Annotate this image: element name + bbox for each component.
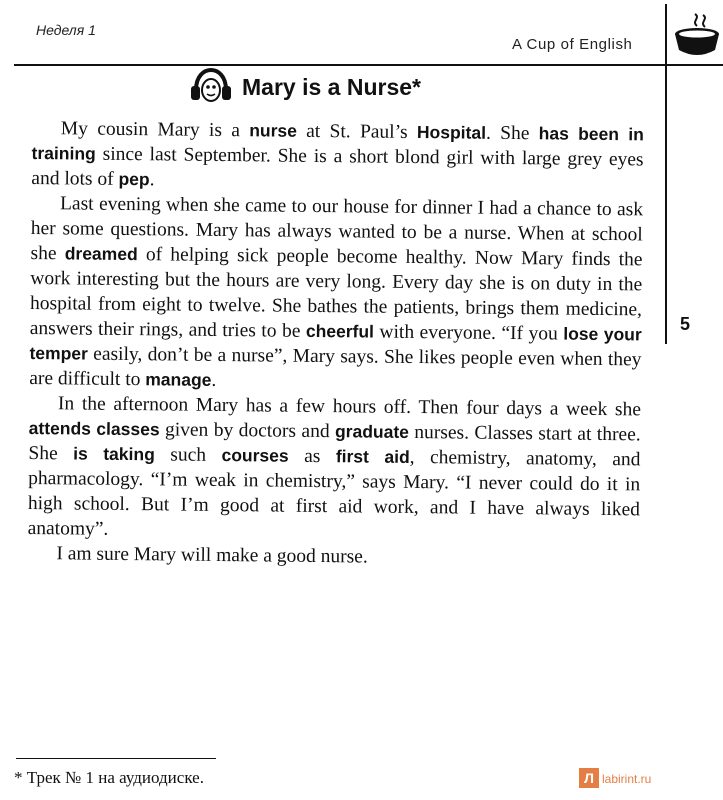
- vocab-term: has been in training: [31, 123, 644, 164]
- title-block: [190, 64, 421, 110]
- footnote: * Трек № 1 на аудиодиске.: [14, 768, 204, 787]
- text-run: I am sure Mary will make a good nurse.: [56, 543, 368, 568]
- headphones-audio-icon: [190, 66, 232, 108]
- text-run: as: [288, 445, 336, 468]
- text-run: with everyone. “If you: [373, 321, 564, 345]
- text-run: Last evening when she came to our house for dinner I had a chance to ask her some questions. Mary has always wanted to be a nurse. When at school she: [30, 193, 644, 265]
- paragraph: [29, 191, 643, 397]
- text-run: In the afternoon Mary has a few hours off. Then four days a week she: [57, 393, 642, 421]
- week-label: Неделя 1: [36, 22, 96, 38]
- text-run: given by doctors and: [159, 419, 336, 443]
- text-run: such: [154, 444, 222, 467]
- series-title: A Cup of English: [512, 36, 633, 53]
- watermark-site: labirint.ru: [602, 772, 652, 786]
- page-number: 5: [680, 314, 691, 334]
- text-run: .: [211, 369, 217, 391]
- paragraph: [28, 391, 642, 547]
- vocab-term: nurse: [249, 120, 298, 141]
- paragraph: [31, 116, 644, 197]
- vocab-term: Hospital: [416, 122, 487, 143]
- text-run: nurses. Classes start at three. She: [28, 421, 641, 465]
- text-run: at St. Paul’s: [296, 120, 418, 144]
- vocab-term: attends classes: [28, 417, 160, 440]
- vocab-term: courses: [221, 445, 289, 466]
- text-run: since last September. She is a short blond girl with large grey eyes and lots of: [31, 143, 644, 190]
- watermark-logo: Л: [579, 768, 599, 788]
- story-title: Mary is a Nurse*: [242, 73, 421, 100]
- vocab-term: cheerful: [305, 320, 375, 342]
- text-run: easily, don’t be a nurse”, Mary says. She likes people even when they are difficult to: [29, 343, 642, 391]
- vocab-term: dreamed: [64, 243, 138, 265]
- footnote-rule: [16, 758, 216, 759]
- coffee-cup-icon: [671, 12, 721, 58]
- text-run: of helping sick people become healthy. Now Mary finds the work interesting but the hours are very long. Every day she is on duty in the hospital from eight to twelve. She bathes the patients, brings them medicine, answers their rings, and tries to be: [29, 244, 643, 342]
- paragraph: [27, 541, 639, 572]
- vocab-term: graduate: [334, 421, 410, 442]
- vocab-term: manage: [145, 369, 212, 390]
- text-run: . She: [485, 122, 539, 145]
- vocab-term: is taking: [73, 443, 155, 465]
- text-run: .: [149, 169, 155, 191]
- text-run: , chemistry, anatomy, and pharmacology. “I’m weak in chemistry,” says Mary. “I never could do it in high school. But I’m good at first aid work, and I have always liked anatomy”.: [27, 446, 641, 540]
- vocab-term: lose your temper: [29, 323, 642, 364]
- margin-rule: [665, 4, 667, 344]
- vocab-term: pep: [118, 168, 150, 190]
- vocab-term: first aid: [335, 446, 410, 467]
- text-run: My cousin Mary is a: [60, 118, 250, 142]
- story-text: [27, 116, 644, 572]
